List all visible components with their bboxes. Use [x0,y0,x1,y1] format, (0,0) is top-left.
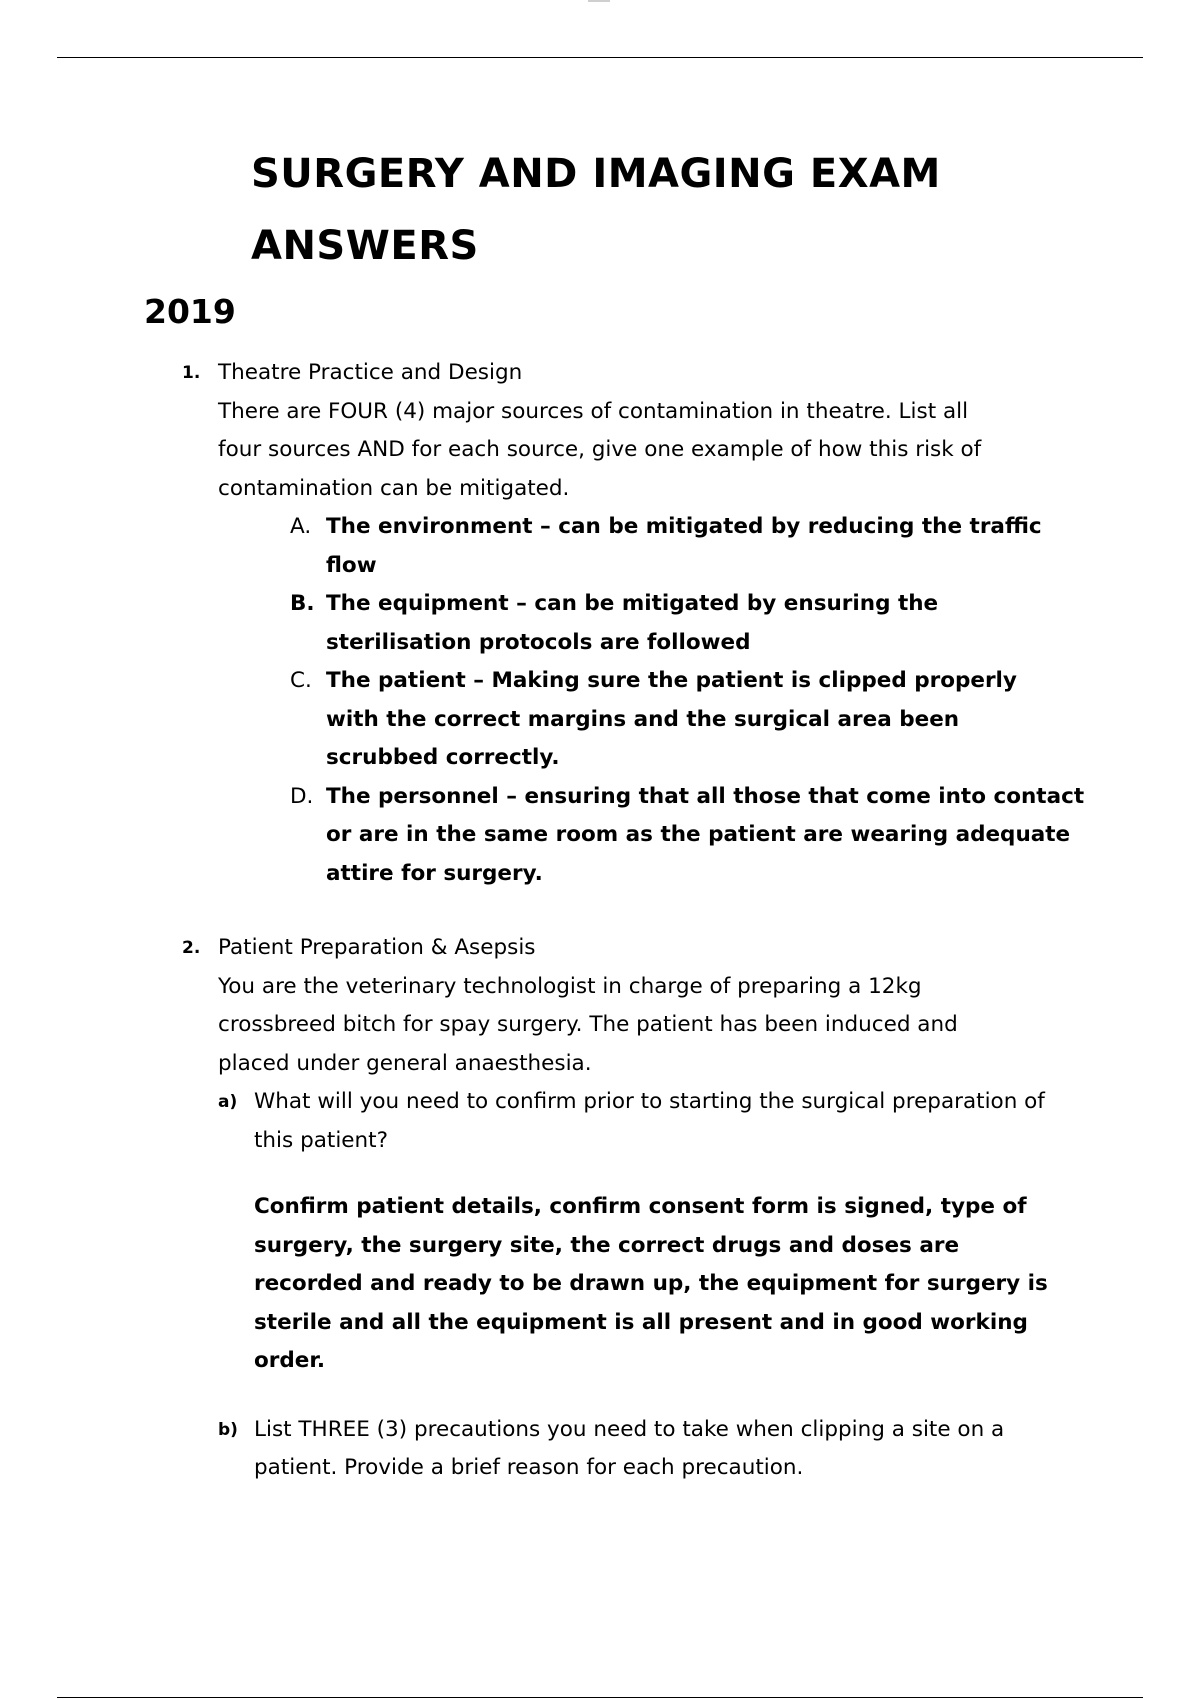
question-1 [182,354,1085,893]
answer-item [290,662,1066,778]
section-year: 2019 [144,292,236,331]
answer-text: The equipment – can be mitigated by ensuring the sterilisation protocols are followed [326,591,939,655]
document-title: SURGERY AND IMAGING EXAM ANSWERS [251,151,941,269]
question-prompt: There are FOUR (4) major sources of contamination in theatre. List all four sources AND for each source, give one example of how this risk of contamination can be mitigated. [218,398,982,501]
header-mark [588,0,610,2]
sub-question-label: b) [218,1419,238,1440]
sub-question-text: List THREE (3) precautions you need to take when clipping a site on a patient. Provide a brief reason for each precaution. [254,1416,1005,1480]
answer-item [290,585,1006,662]
sub-question-label: a) [218,1092,238,1112]
question-2 [182,929,1062,1488]
sub-question-answer: Confirm patient details, confirm consent form is signed, type of surgery, the surgery site, the correct drugs and doses are recorded and ready to be drawn up, the equipment for surgery is sterile and all the equipment is all present and in good working order. [254,1194,1048,1373]
answer-text: The patient – Making sure the patient is clipped properly with the correct margins and the surgical area been scrubbed correctly. [326,668,1017,770]
question-number: 1. [182,363,201,383]
question-prompt: You are the veterinary technologist in charge of preparing a 12kg crossbreed bitch for spay surgery. The patient has been induced and placed under general anaesthesia. [218,973,958,1076]
answer-label: C. [290,668,312,693]
answer-item [290,508,1086,585]
sub-question-b [218,1411,1044,1488]
answer-list [290,508,1085,893]
answer-label: D. [290,783,314,809]
answer-item [290,778,1106,894]
sub-question-a [218,1083,1074,1381]
answer-label: B. [290,591,315,616]
answer-text: The environment – can be mitigated by reducing the traffic flow [326,514,1042,578]
question-heading: Patient Preparation & Asepsis [218,935,536,960]
question-heading: Theatre Practice and Design [218,360,523,385]
sub-question-text: What will you need to confirm prior to starting the surgical preparation of this patient? [254,1089,1045,1153]
header-rule [57,57,1143,58]
question-number: 2. [182,938,201,958]
answer-label: A. [290,514,312,539]
answer-text: The personnel – ensuring that all those that come into contact or are in the same room as the patient are wearing adequate attire for surgery. [326,783,1085,886]
footer-rule [57,1697,1143,1698]
